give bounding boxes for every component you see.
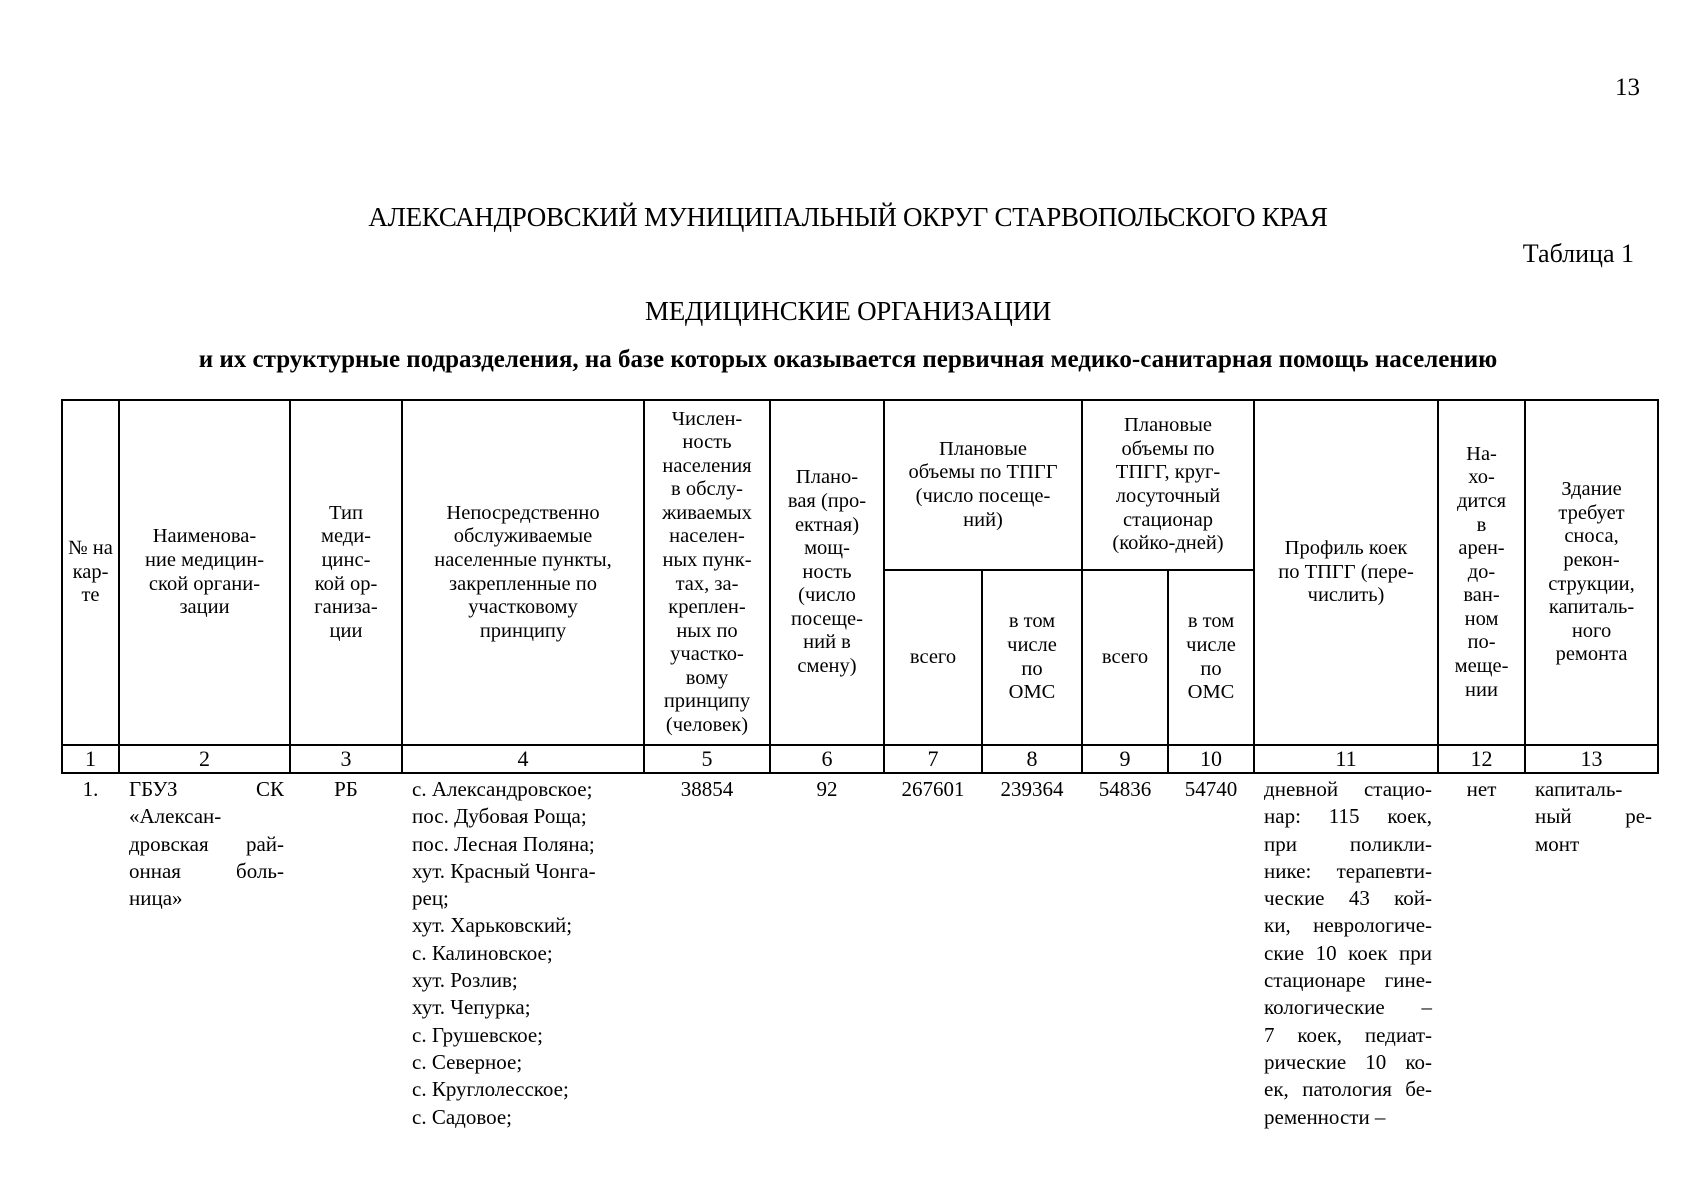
organization-name (119, 773, 290, 1131)
text-line: Плано- (795, 466, 859, 489)
text-line: ТПГГ, круг- (1115, 461, 1221, 484)
text-line: по (1200, 657, 1222, 680)
text-line: ных по (676, 619, 738, 642)
text-line: закрепленные по (449, 572, 597, 595)
document-subtitle: и их структурные подразделения, на базе которых оказывается первичная медико-санитарная помощь населению (198, 346, 1498, 373)
text-line: при поликли- (1264, 831, 1433, 856)
text-line: живаемых (662, 501, 752, 524)
text-line: числить) (1307, 584, 1385, 607)
text-line: обслуживаемые (453, 525, 593, 548)
text-line: ектная) (794, 513, 860, 536)
text-line: ный ре- (1535, 804, 1653, 829)
text-line: принципу (663, 690, 751, 713)
text-line: дневной стацио- (1264, 777, 1433, 801)
stationary-oms-value: 54740 (1168, 773, 1254, 1131)
text-line: посеще- (791, 607, 863, 630)
text-line: ки, неврологиче- (1264, 913, 1433, 938)
text-line: ван- (1463, 584, 1500, 607)
text-line: в том (1187, 610, 1235, 633)
text-line: кологические – (1264, 995, 1433, 1020)
region-title: АЛЕКСАНДРОВСКИЙ МУНИЦИПАЛЬНЫЙ ОКРУГ СТАРВОПОЛЬСКОГО КРАЯ (368, 202, 1328, 232)
header-visits-oms (982, 570, 1082, 745)
header-rented-premises (1438, 400, 1525, 745)
table-row (62, 773, 1658, 1131)
text-line: Числен- (671, 407, 743, 430)
capacity-value: 92 (770, 773, 884, 1131)
text-line: ность (802, 560, 852, 583)
text-line: (число (798, 584, 856, 607)
text-line: (число посеще- (915, 485, 1051, 507)
header-stationary-total: всего (1082, 570, 1168, 745)
text-line: ции (329, 619, 363, 642)
text-line: участковому (468, 596, 578, 619)
header-capacity (770, 400, 884, 745)
text-line: ские 10 коек при (1264, 940, 1433, 965)
text-line: принципу (479, 619, 567, 642)
column-number-7: 7 (884, 745, 982, 773)
text-line: монт (1535, 831, 1580, 856)
text-line: пос. Лесная Поляна; (412, 831, 595, 856)
page-number: 13 (1615, 74, 1640, 101)
header-organization-type (290, 400, 402, 745)
text-line: ганиза- (314, 596, 378, 619)
text-line: ческие 43 кой- (1264, 886, 1433, 911)
header-organization-name (119, 400, 290, 745)
text-line: по (1021, 657, 1043, 680)
rented-premises-value: нет (1438, 773, 1525, 1131)
text-line: тах, за- (675, 572, 739, 595)
text-line: ние медицин- (144, 548, 265, 571)
column-number-1: 1 (62, 745, 119, 773)
text-line: Плановые (939, 437, 1027, 460)
text-line: ской органи- (148, 572, 261, 595)
text-line: Плановые (1124, 414, 1212, 437)
text-line: ний в (803, 631, 851, 654)
header-map-number (62, 400, 119, 745)
text-line: числе (1186, 633, 1236, 656)
column-number-2: 2 (119, 745, 290, 773)
text-line: рекон- (1563, 548, 1620, 571)
column-number-13: 13 (1525, 745, 1658, 773)
column-number-3: 3 (290, 745, 402, 773)
text-line: ГБУЗ СК (129, 777, 284, 801)
text-line: рец; (412, 886, 449, 911)
text-line: до- (1467, 560, 1496, 583)
document-title: МЕДИЦИНСКИЕ ОРГАНИЗАЦИИ (645, 296, 1051, 326)
text-line: ОМС (1187, 681, 1235, 704)
column-number-8: 8 (982, 745, 1082, 773)
text-line: ного (1571, 619, 1612, 642)
header-stationary-oms (1168, 570, 1254, 745)
text-line: стационар (1123, 508, 1213, 531)
text-line: ница» (129, 886, 183, 911)
column-number-4: 4 (402, 745, 644, 773)
column-number-10: 10 (1168, 745, 1254, 773)
text-line: участко- (670, 643, 744, 666)
text-line: ном (1464, 607, 1499, 630)
text-line: (человек) (665, 713, 749, 736)
text-line: ек, патология бе- (1264, 1077, 1433, 1102)
text-line: (койко-дней) (1112, 532, 1224, 555)
text-line: нар: 115 коек, (1264, 804, 1433, 829)
text-line: пос. Дубовая Роща; (412, 804, 587, 829)
text-line: сноса, (1564, 525, 1619, 548)
text-line: капиталь- (1548, 596, 1635, 619)
text-line: дится (1456, 490, 1507, 513)
header-group-stationary (1082, 400, 1254, 570)
medical-organizations-table (61, 399, 1659, 1131)
text-line: с. Грушевское; (412, 1022, 544, 1047)
text-line: по ТПГГ (пере- (1278, 560, 1414, 583)
header-bed-profile (1254, 400, 1438, 745)
text-line: хо- (1468, 466, 1495, 489)
header-visits-total: всего (884, 570, 982, 745)
text-line: меди- (320, 525, 372, 548)
table-label: Таблица 1 (1522, 239, 1634, 268)
text-line: Наименова- (152, 525, 257, 548)
text-line: Здание (1561, 478, 1622, 501)
text-line: нике: терапевти- (1264, 858, 1433, 883)
settlements-list (402, 773, 644, 1131)
organization-type: РБ (290, 773, 402, 1131)
text-line: 7 коек, педиат- (1264, 1022, 1433, 1047)
text-line: ний) (963, 508, 1003, 531)
header-population (644, 400, 770, 745)
text-line: ременности – (1264, 1104, 1386, 1129)
text-line: числе (1007, 633, 1057, 656)
text-line: вому (685, 666, 729, 689)
text-line: мощ- (804, 537, 850, 560)
text-line: № на (68, 537, 113, 560)
text-line: смену) (797, 654, 857, 677)
text-line: с. Северное; (412, 1049, 523, 1074)
bed-profile (1254, 773, 1438, 1131)
text-line: объемы по ТПГГ (908, 461, 1058, 484)
column-number-11: 11 (1254, 745, 1438, 773)
text-line: населенные пункты, (434, 548, 612, 571)
text-line: хут. Харьковский; (412, 913, 573, 938)
text-line: с. Круглолесское; (412, 1077, 569, 1102)
column-number-12: 12 (1438, 745, 1525, 773)
text-line: цинс- (321, 548, 371, 571)
header-settlements (402, 400, 644, 745)
text-line: вая (про- (787, 490, 867, 513)
text-line: дровская рай- (129, 831, 284, 856)
text-line: хут. Чепурка; (412, 995, 531, 1020)
text-line: капиталь- (1535, 777, 1623, 801)
text-line: Непосредственно (446, 501, 600, 524)
stationary-total-value: 54836 (1082, 773, 1168, 1131)
text-line: стационаре гине- (1264, 968, 1433, 993)
building-repair-value (1525, 773, 1658, 1131)
header-group-visits (884, 400, 1082, 570)
text-line: хут. Розлив; (412, 968, 518, 993)
text-line: Тип (329, 501, 363, 524)
text-line: с. Александровское; (412, 777, 593, 801)
text-line: онная боль- (129, 858, 284, 883)
text-line: по- (1467, 631, 1496, 654)
text-line: креплен- (668, 596, 746, 619)
population-value: 38854 (644, 773, 770, 1131)
text-line: с. Садовое; (412, 1104, 513, 1129)
text-line: кой ор- (314, 572, 378, 595)
text-line: те (81, 584, 100, 607)
text-line: в (1476, 513, 1487, 536)
text-line: с. Калиновское; (412, 940, 553, 965)
text-line: требует (1558, 501, 1625, 524)
text-line: населен- (669, 525, 745, 548)
text-line: объемы по (1121, 437, 1215, 460)
visits-total-value: 267601 (884, 773, 982, 1131)
text-line: ОМС (1008, 681, 1056, 704)
column-number-9: 9 (1082, 745, 1168, 773)
text-line: кар- (72, 560, 109, 583)
text-line: ных пунк- (662, 548, 752, 571)
text-line: струкции, (1548, 572, 1635, 595)
text-line: меще- (1454, 654, 1509, 677)
row-number: 1. (62, 773, 119, 1131)
text-line: населения (662, 454, 752, 477)
text-line: рические 10 ко- (1264, 1049, 1433, 1074)
text-line: На- (1466, 442, 1497, 465)
column-number-6: 6 (770, 745, 884, 773)
text-line: «Алексан- (129, 804, 222, 829)
text-line: зации (179, 596, 230, 619)
text-line: Профиль коек (1284, 537, 1408, 560)
text-line: в том (1008, 610, 1056, 633)
column-number-5: 5 (644, 745, 770, 773)
text-line: ремонта (1555, 643, 1628, 666)
text-line: лосуточный (1115, 485, 1221, 507)
header-building-repair (1525, 400, 1658, 745)
visits-oms-value: 239364 (982, 773, 1082, 1131)
text-line: арен- (1458, 537, 1505, 560)
text-line: ность (682, 431, 732, 454)
text-line: нии (1465, 678, 1498, 701)
text-line: хут. Красный Чонга- (412, 858, 596, 883)
text-line: в обслу- (671, 478, 743, 501)
